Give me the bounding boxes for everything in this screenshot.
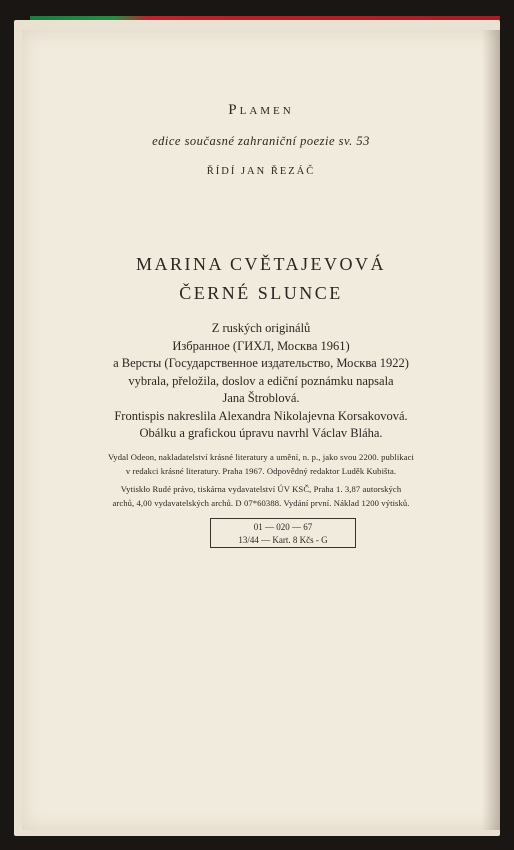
credit-line: a Версты (Государственное издательство, Москва 1922) <box>113 356 409 370</box>
imprint-line: Vytiskło Rudé právo, tiskárna vydavatelství ÚV KSČ, Praha 1. 3,87 autorských <box>120 484 402 494</box>
series-editor: ŘÍDÍ JAN ŘEZÁČ <box>206 166 316 177</box>
title-page <box>22 30 500 830</box>
credit-line: Z ruských originálů <box>211 321 311 335</box>
credit-line: Jana Štroblová. <box>222 391 300 405</box>
imprint-line: v redakci krásné literatury. Praha 1967. Odpovědný redaktor Luděk Kubišta. <box>125 466 397 476</box>
credit-line: Избранное (ГИХЛ, Москва 1961) <box>172 338 350 353</box>
publisher-imprint <box>22 450 500 478</box>
imprint-line: archů, 4,00 vydavatelských archů. D 07*60388. Vydání první. Náklad 1200 výtisků. <box>112 498 410 508</box>
book-author: MARINA CVĚTAJEVOVÁ <box>135 254 387 274</box>
credit-line: Frontispis nakreslila Alexandra Nikolajevna Korsakovová. <box>114 408 408 423</box>
series-name: Plamen <box>228 102 294 118</box>
catalog-code-line: 01 — 020 — 67 <box>253 522 313 532</box>
credit-line: vybrala, přeložila, doslov a ediční poznámku napsala <box>128 373 394 388</box>
credit-line: Obálku a grafickou úpravu navrhl Václav Bláha. <box>139 426 383 440</box>
printer-imprint <box>22 482 500 510</box>
translation-credits <box>22 320 500 443</box>
series-subtitle: edice současné zahraniční poezie sv. 53 <box>152 134 370 148</box>
imprint-line: Vydal Odeon, nakladatelství krásné literatury a umění, n. p., jako svou 2200. publikaci <box>107 452 415 462</box>
book-title: ČERNÉ SLUNCE <box>179 283 343 303</box>
price-code-line: 13/44 — Kart. 8 Kčs - G <box>238 535 328 545</box>
catalog-code-box <box>210 518 356 548</box>
